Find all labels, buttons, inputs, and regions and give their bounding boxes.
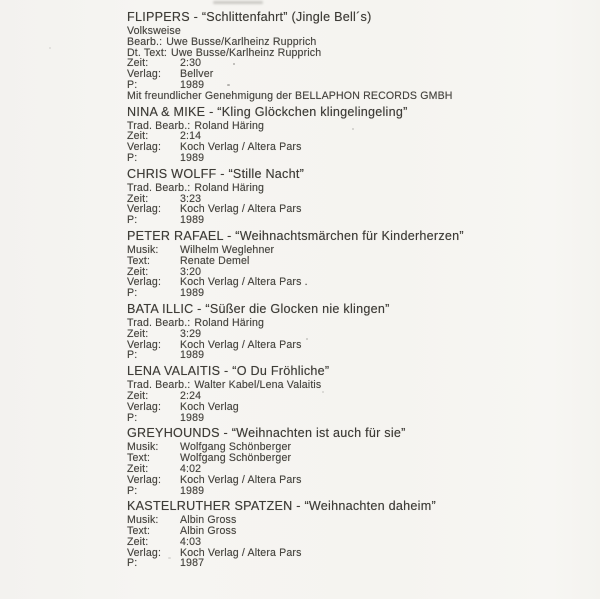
credit-lines	[127, 515, 580, 569]
header-separator: -	[193, 301, 206, 316]
credit-line	[127, 350, 580, 361]
track-entry	[127, 168, 580, 226]
scan-speck	[233, 63, 235, 65]
credit-label: Trad. Bearb.:	[127, 181, 191, 194]
credit-value: Koch Verlag / Altera Pars	[180, 141, 302, 154]
track-entry	[127, 500, 580, 569]
credit-label: Verlag:	[127, 203, 162, 216]
credit-label: Verlag:	[127, 400, 162, 413]
track-entry	[127, 303, 580, 361]
scan-speck	[227, 84, 230, 86]
credit-value: Wolfgang Schönberger	[180, 452, 292, 465]
credit-label: P:	[127, 411, 138, 424]
track-entry	[127, 230, 580, 299]
credit-value: 3:29	[180, 327, 202, 340]
artist-name: BATA ILLIC	[127, 301, 194, 316]
credit-value: 3:20	[180, 265, 202, 278]
scan-speck	[306, 338, 308, 340]
credit-value: Walter Kabel/Lena Valaitis	[194, 379, 322, 392]
credit-value: 4:03	[180, 535, 202, 548]
credit-label: Verlag:	[127, 338, 162, 351]
credit-lines	[127, 183, 580, 226]
credit-value: Koch Verlag / Altera Pars	[180, 203, 302, 216]
credit-value: Mit freundlicher Genehmigung der BELLAPHON RECORDS GMBH	[127, 89, 453, 102]
credit-lines	[127, 121, 580, 164]
credit-line	[127, 558, 580, 569]
track-header	[127, 168, 580, 181]
track-entry	[127, 11, 580, 102]
credit-label: Zeit:	[127, 389, 149, 402]
credit-line	[127, 215, 580, 226]
credit-label: Trad. Bearb.:	[127, 119, 191, 132]
credit-label: Zeit:	[127, 192, 149, 205]
track-header	[127, 106, 580, 119]
credit-label: Zeit:	[127, 265, 149, 278]
track-header	[127, 427, 580, 440]
credit-label: P:	[127, 349, 138, 362]
credit-label: Musik:	[127, 243, 159, 256]
credit-label: Trad. Bearb.:	[127, 379, 191, 392]
header-separator: -	[292, 499, 305, 514]
credit-value: 2:24	[180, 389, 202, 402]
artist-name: LENA VALAITIS	[127, 364, 221, 379]
credit-label: Bearb.:	[127, 35, 163, 48]
header-separator: -	[205, 104, 218, 119]
credit-value: Uwe Busse/Karlheinz Rupprich	[171, 46, 322, 59]
track-header	[127, 365, 580, 378]
credit-label: Zeit:	[127, 462, 149, 475]
credit-value: Koch Verlag / Altera Pars	[180, 473, 302, 486]
scan-speck	[352, 128, 354, 130]
song-title: “Stille Nacht”	[228, 166, 305, 181]
artist-name: KASTELRUTHER SPATZEN	[127, 499, 293, 514]
credit-label: P:	[127, 214, 138, 227]
credit-value: Koch Verlag / Altera Pars	[180, 546, 302, 559]
credit-label: Musik:	[127, 514, 159, 527]
credit-value: 1989	[180, 287, 205, 300]
credit-lines	[127, 245, 580, 299]
artist-name: GREYHOUNDS	[127, 426, 220, 441]
credit-line	[127, 288, 580, 299]
credit-value: 2:14	[180, 130, 202, 143]
credit-line	[127, 91, 580, 102]
song-title: “O Du Fröhliche”	[232, 364, 330, 379]
song-title: “Weihnachtsmärchen für Kinderherzen”	[235, 228, 464, 243]
header-separator: -	[219, 426, 232, 441]
credit-value: Uwe Busse/Karlheinz Rupprich	[166, 35, 317, 48]
credit-label: Verlag:	[127, 141, 162, 154]
credit-value: 1987	[180, 557, 205, 570]
credit-value: 1989	[180, 214, 205, 227]
credit-value: Bellver	[180, 68, 214, 81]
credit-value: Koch Verlag / Altera Pars	[180, 338, 302, 351]
credit-value: Roland Häring	[194, 181, 265, 194]
artist-name: PETER RAFAEL	[127, 228, 224, 243]
song-title: “Schlittenfahrt” (Jingle Bell´s)	[201, 10, 372, 24]
credit-value: Renate Demel	[180, 254, 250, 267]
header-separator: -	[220, 364, 233, 379]
credit-value: 1989	[180, 411, 205, 424]
credit-label: Verlag:	[127, 276, 162, 289]
track-entry	[127, 427, 580, 496]
track-header	[127, 303, 580, 316]
credit-label: Musik:	[127, 441, 159, 454]
header-separator: -	[216, 166, 229, 181]
artist-name: NINA & MIKE	[127, 104, 206, 119]
credit-value: Koch Verlag / Altera Pars .	[180, 276, 308, 289]
credit-lines	[127, 442, 580, 496]
header-separator: -	[223, 228, 236, 243]
credit-lines	[127, 318, 580, 361]
credit-label: P:	[127, 484, 138, 497]
credit-label: Zeit:	[127, 130, 149, 143]
scan-artifact-top	[213, 1, 263, 4]
credit-value: Albin Gross	[180, 525, 237, 538]
credit-value: Koch Verlag	[180, 400, 239, 413]
credit-value: 1989	[180, 151, 205, 164]
credit-lines	[127, 26, 580, 102]
credit-value: 3:23	[180, 192, 202, 205]
artist-name: FLIPPERS	[127, 10, 190, 24]
credit-label: Trad. Bearb.:	[127, 316, 191, 329]
credit-value: Volksweise	[127, 25, 181, 37]
credit-label: Text:	[127, 254, 151, 267]
scan-speck	[49, 47, 51, 49]
credit-label: Verlag:	[127, 546, 162, 559]
credit-line	[127, 413, 580, 424]
credit-label: Zeit:	[127, 57, 149, 70]
song-title: “Kling Glöckchen klingelingeling”	[217, 104, 408, 119]
credit-line	[127, 153, 580, 164]
credit-value: 2:30	[180, 57, 202, 70]
credit-label: Zeit:	[127, 535, 149, 548]
credit-label: P:	[127, 151, 138, 164]
credit-line	[127, 486, 580, 497]
credit-lines	[127, 380, 580, 423]
track-list	[127, 11, 580, 569]
track-entry	[127, 106, 580, 164]
scan-speck	[168, 557, 171, 559]
credit-label: Verlag:	[127, 68, 162, 81]
credit-label: Dt. Text:	[127, 46, 168, 59]
credit-label: Text:	[127, 452, 151, 465]
credit-value: Roland Häring	[194, 316, 265, 329]
artist-name: CHRIS WOLFF	[127, 166, 217, 181]
credit-value: 1989	[180, 78, 205, 91]
song-title: “Süßer die Glocken nie klingen”	[205, 301, 390, 316]
credit-value: Albin Gross	[180, 514, 237, 527]
track-header	[127, 230, 580, 243]
credit-value: 1989	[180, 484, 205, 497]
credit-value: Wilhelm Weglehner	[180, 243, 275, 256]
header-separator: -	[189, 10, 202, 24]
track-header	[127, 11, 580, 24]
song-title: “Weihnachten daheim”	[304, 499, 436, 514]
credit-value: 1989	[180, 349, 205, 362]
credit-label: Text:	[127, 525, 151, 538]
credit-value: 4:02	[180, 462, 202, 475]
credit-label: Zeit:	[127, 327, 149, 340]
credit-label: P:	[127, 557, 138, 570]
credit-value: Wolfgang Schönberger	[180, 441, 292, 454]
credit-label: P:	[127, 78, 138, 91]
track-entry	[127, 365, 580, 423]
scan-speck	[322, 391, 324, 393]
credit-label: Verlag:	[127, 473, 162, 486]
credit-value: Roland Häring	[194, 119, 265, 132]
credit-label: P:	[127, 287, 138, 300]
track-header	[127, 500, 580, 513]
song-title: “Weihnachten ist auch für sie”	[231, 426, 406, 441]
